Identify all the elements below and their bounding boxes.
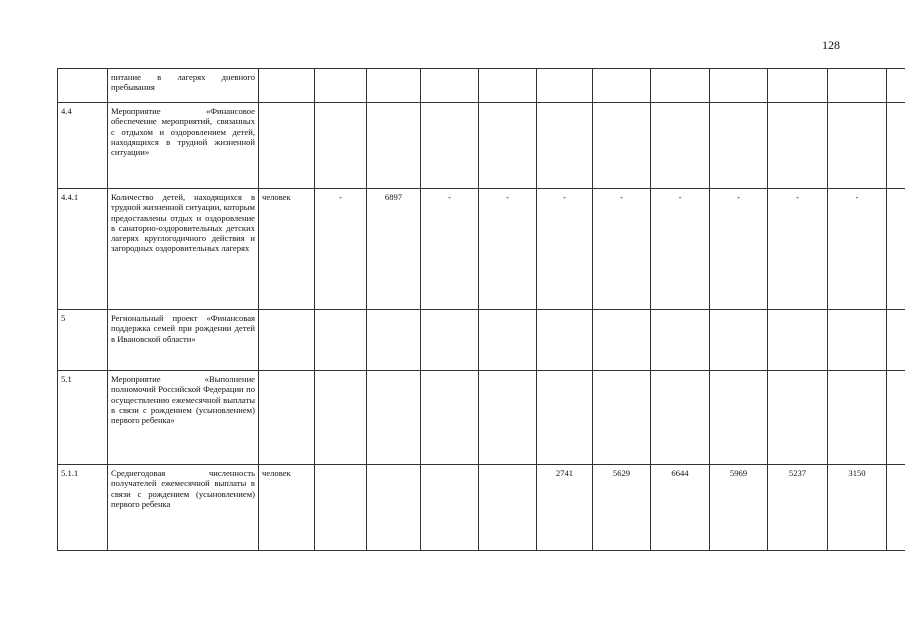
row-value-cell: -: [479, 189, 537, 310]
row-value-cell: [315, 69, 367, 103]
row-unit-cell: [259, 69, 315, 103]
row-value-cell: 5629: [593, 465, 651, 551]
row-value-cell: 5237: [768, 465, 828, 551]
row-value-cell: [710, 103, 768, 189]
row-description-cell: Количество детей, находящихся в трудной жизненной ситуации, которым предоставлены отдых и оздоровление в санаторно-оздоровительных детских лагерях круглогодичного действия и загородных оздоровительных лагерях: [108, 189, 259, 310]
row-value-cell: 6644: [651, 465, 710, 551]
row-value-cell: -: [537, 189, 593, 310]
row-code-cell: 4.4: [58, 103, 108, 189]
row-code-cell: 5.1: [58, 371, 108, 465]
row-unit-cell: [259, 371, 315, 465]
row-value-cell: [593, 69, 651, 103]
row-value-cell: [710, 371, 768, 465]
row-value-cell: [651, 69, 710, 103]
table-row: [58, 465, 905, 551]
row-value-cell: [367, 310, 421, 371]
row-value-cell: -: [593, 189, 651, 310]
row-value-cell: [537, 103, 593, 189]
row-unit-cell: человек: [259, 465, 315, 551]
row-value-cell: [651, 310, 710, 371]
row-value-cell: -: [651, 189, 710, 310]
row-value-cell: [421, 465, 479, 551]
page-number: 128: [822, 38, 840, 52]
table-body: [58, 69, 905, 551]
row-value-cell: [537, 371, 593, 465]
row-value-cell: [887, 103, 905, 189]
row-value-cell: [593, 103, 651, 189]
row-description-cell: питание в лагерях дневного пребывания: [108, 69, 259, 103]
row-value-cell: [887, 310, 905, 371]
row-value-cell: [887, 371, 905, 465]
row-value-cell: -: [421, 189, 479, 310]
row-value-cell: [421, 69, 479, 103]
row-description-cell: Мероприятие «Выполнение полномочий Российской Федерации по осуществлению ежемесячной выплаты в связи с рождением (усыновлением) первого ребенка»: [108, 371, 259, 465]
table-row: [58, 371, 905, 465]
row-value-cell: [479, 69, 537, 103]
row-value-cell: [367, 371, 421, 465]
row-value-cell: [768, 69, 828, 103]
row-value-cell: [315, 103, 367, 189]
row-description-cell: Региональный проект «Финансовая поддержка семей при рождении детей в Ивановской области»: [108, 310, 259, 371]
row-value-cell: [768, 310, 828, 371]
row-value-cell: [421, 103, 479, 189]
table-row: [58, 69, 905, 103]
row-description-cell: Среднегодовая численность получателей ежемесячной выплаты в связи с рождением (усыновлением) первого ребенка: [108, 465, 259, 551]
row-value-cell: [421, 371, 479, 465]
row-value-cell: [768, 371, 828, 465]
row-value-cell: 3150: [828, 465, 887, 551]
row-value-cell: 2741: [537, 465, 593, 551]
row-code-cell: 5: [58, 310, 108, 371]
row-code-cell: 5.1.1: [58, 465, 108, 551]
row-value-cell: [651, 371, 710, 465]
row-value-cell: [315, 371, 367, 465]
table-row: [58, 310, 905, 371]
row-value-cell: [828, 69, 887, 103]
row-value-cell: [315, 465, 367, 551]
row-value-cell: [887, 69, 905, 103]
row-value-cell: [828, 103, 887, 189]
row-value-cell: -: [710, 189, 768, 310]
row-value-cell: 5969: [710, 465, 768, 551]
row-description-cell: Мероприятие «Финансовое обеспечение мероприятий, связанных с отдыхом и оздоровлением детей, находящихся в трудной жизненной ситуации»: [108, 103, 259, 189]
row-value-cell: [828, 371, 887, 465]
row-unit-cell: [259, 310, 315, 371]
table-row: [58, 103, 905, 189]
row-value-cell: [710, 69, 768, 103]
row-code-cell: [58, 69, 108, 103]
row-value-cell: [315, 310, 367, 371]
row-code-cell: 4.4.1: [58, 189, 108, 310]
row-value-cell: [593, 371, 651, 465]
row-value-cell: [367, 103, 421, 189]
row-value-cell: -: [768, 189, 828, 310]
row-value-cell: [537, 310, 593, 371]
row-value-cell: [651, 103, 710, 189]
row-value-cell: 6897: [367, 189, 421, 310]
row-value-cell: [828, 310, 887, 371]
row-value-cell: [367, 69, 421, 103]
row-value-cell: [768, 103, 828, 189]
row-value-cell: [593, 310, 651, 371]
row-value-cell: [887, 189, 905, 310]
indicators-table: [57, 68, 905, 551]
row-value-cell: [479, 371, 537, 465]
row-unit-cell: человек: [259, 189, 315, 310]
row-value-cell: -: [315, 189, 367, 310]
row-value-cell: -: [828, 189, 887, 310]
row-value-cell: [479, 103, 537, 189]
row-value-cell: [367, 465, 421, 551]
row-value-cell: [887, 465, 905, 551]
row-value-cell: [710, 310, 768, 371]
row-unit-cell: [259, 103, 315, 189]
row-value-cell: [421, 310, 479, 371]
row-value-cell: [479, 465, 537, 551]
table-row: [58, 189, 905, 310]
row-value-cell: [479, 310, 537, 371]
row-value-cell: [537, 69, 593, 103]
